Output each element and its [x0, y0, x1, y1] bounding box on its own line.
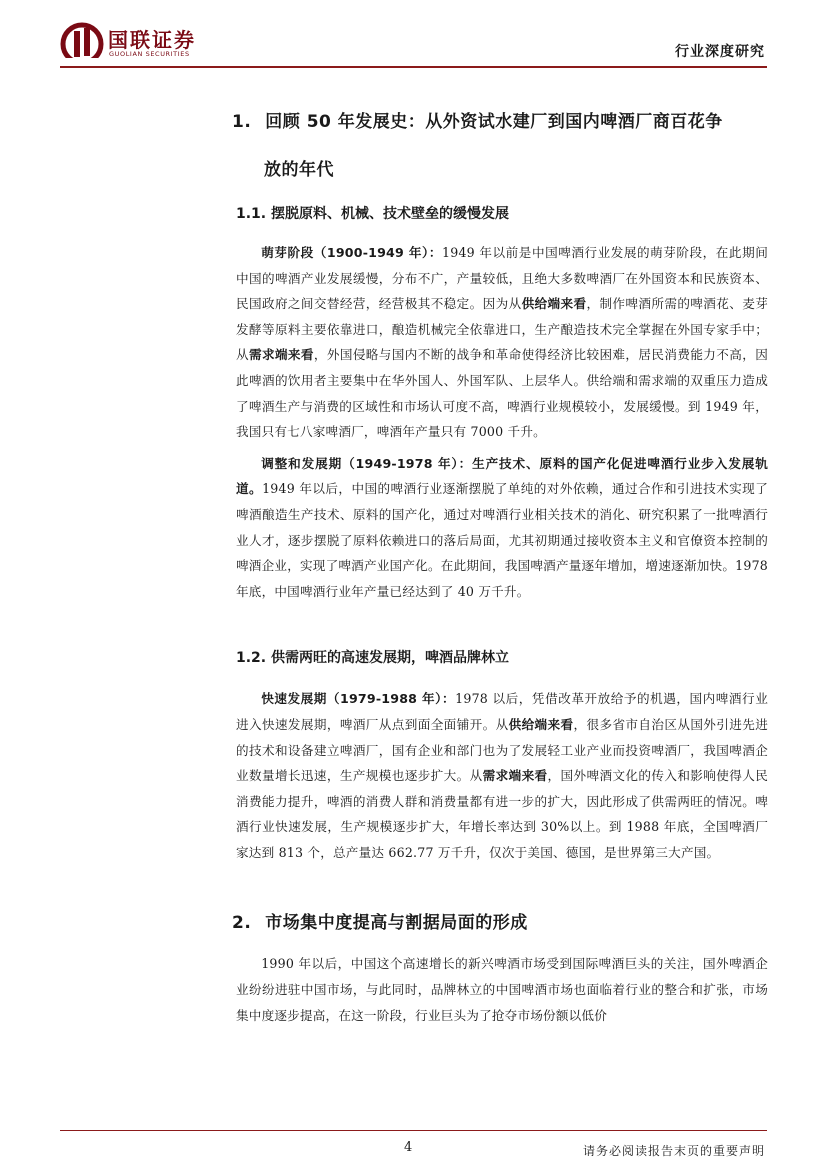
- section-1-title-line2: 放的年代: [264, 160, 334, 180]
- paragraph-sprouting-stage: [236, 240, 768, 445]
- section-1-heading: [232, 100, 768, 144]
- paragraph-text: 1978 以后，凭借改革开放给予的机遇，国内啤酒行业进入快速发展期，啤酒厂从点到面全面铺开。从: [236, 691, 768, 732]
- paragraph-text: 1990 年以后，中国这个高速增长的新兴啤酒市场受到国际啤酒巨头的关注，国外啤酒企业纷纷进驻中国市场，与此同时，品牌林立的中国啤酒市场也面临着行业的整合和扩张，市场集中度逐步提高，在这一阶段，行业巨头为了抢夺市场份额以低价: [236, 956, 768, 1023]
- paragraph-lead: 快速发展期（1979-1988 年）：: [261, 691, 456, 707]
- paragraph-text: 1949 年以后，中国的啤酒行业逐渐摆脱了单纯的对外依赖，通过合作和引进技术实现了啤酒酿造生产技术、原料的国产化，通过对啤酒行业相关技术的消化、研究积累了一批啤酒行业人才，逐步摆脱了原料依赖进口的落后局面，尤其初期通过接收资本主义和官僚资本控制的啤酒企业，实现了啤酒产业国产化。在此期间，我国啤酒产量逐年增加，增速逐渐加快。1978 年底，中国啤酒行业年产量已经达到了 40 万千升。: [236, 481, 768, 599]
- page-header: [0, 0, 827, 70]
- section-1-1-heading: 1.1. 摆脱原料、机械、技术壁垒的缓慢发展: [236, 206, 509, 222]
- section-2-title: 市场集中度提高与割据局面的形成: [265, 913, 528, 934]
- keyword-demand-side: 需求端来看: [482, 768, 548, 784]
- section-1-heading-cont: [264, 148, 768, 192]
- disclaimer-text: 请务必阅读报告末页的重要声明: [582, 1144, 765, 1158]
- paragraph-text: ，国外啤酒文化的传入和影响使得人民消费能力提升，啤酒的消费人群和消费量都有进一步的扩大，因此形成了供需两旺的情况。啤酒行业快速发展，生产规模逐步扩大，年增长率达到 30%以上。到 1988 年底，全国啤酒厂家达到 813 个，总产量达 662.77 万千升，仅次于美国、德国，是世界第三大产国。: [236, 768, 769, 860]
- header-divider: [60, 66, 767, 68]
- paragraph-rapid-growth-stage: [236, 686, 768, 865]
- section-1-number: 1.: [232, 112, 252, 132]
- logo-text-en: GUOLIAN SECURITIES: [109, 50, 190, 58]
- logo-text-cn: 国联证券: [108, 28, 196, 52]
- page-footer: [0, 1130, 827, 1169]
- paragraph-lead: 萌芽阶段（1900-1949 年）：: [261, 245, 443, 260]
- section-2-heading: [232, 901, 768, 945]
- guolian-logo-icon: [60, 22, 104, 66]
- paragraph-adjustment-stage: [236, 451, 768, 605]
- keyword-supply-side: 供给端来看: [508, 716, 574, 732]
- paragraph-text: 1949 年以前是中国啤酒行业发展的萌芽阶段，在此期间中国的啤酒产业发展缓慢，分布不广，产量较低，且绝大多数啤酒厂在外国资本和民族资本、民国政府之间交替经营，经营极其不稳定。因为从: [236, 245, 768, 312]
- paragraph-text: ，外国侵略与国内不断的战争和革命使得经济比较困难，居民消费能力不高，因此啤酒的饮用者主要集中在华外国人、外国军队、上层华人。供给端和需求端的双重压力造成了啤酒生产与消费的区域性和市场认可度不高，啤酒行业规模较小，发展缓慢。到 1949 年，我国只有七八家啤酒厂，啤酒年产量只有 7000 千升。: [236, 347, 769, 440]
- paragraph-text: ，很多省市自治区从国外引进先进的技术和设备建立啤酒厂，国有企业和部门也为了发展轻工业产业而投资啤酒厂，我国啤酒企业数量增长迅速，生产规模也逐步扩大。从: [236, 716, 769, 784]
- section-2-number: 2.: [232, 913, 252, 934]
- keyword-supply-side: 供给端来看: [521, 296, 587, 312]
- footer-divider: [60, 1130, 767, 1131]
- report-type-label: 行业深度研究: [675, 44, 765, 60]
- paragraph-text: ，制作啤酒所需的啤酒花、麦芽发酵等原料主要依靠进口，酿造机械完全依靠进口，生产酿造技术完全掌握在外国专家手中；从: [236, 296, 768, 363]
- page-number: 4: [404, 1140, 413, 1155]
- document-body: [232, 100, 769, 1028]
- section-1-title-line1: 回顾 50 年发展史：从外资试水建厂到国内啤酒厂商百花争: [265, 112, 723, 132]
- paragraph-lead: 调整和发展期（1949-1978 年）：生产技术、原料的国产化促进啤酒行业步入发展轨道。: [236, 455, 768, 497]
- paragraph-market-concentration: [236, 951, 768, 1028]
- section-1-2-heading: 1.2. 供需两旺的高速发展期，啤酒品牌林立: [236, 650, 509, 667]
- keyword-demand-side: 需求端来看: [248, 347, 314, 363]
